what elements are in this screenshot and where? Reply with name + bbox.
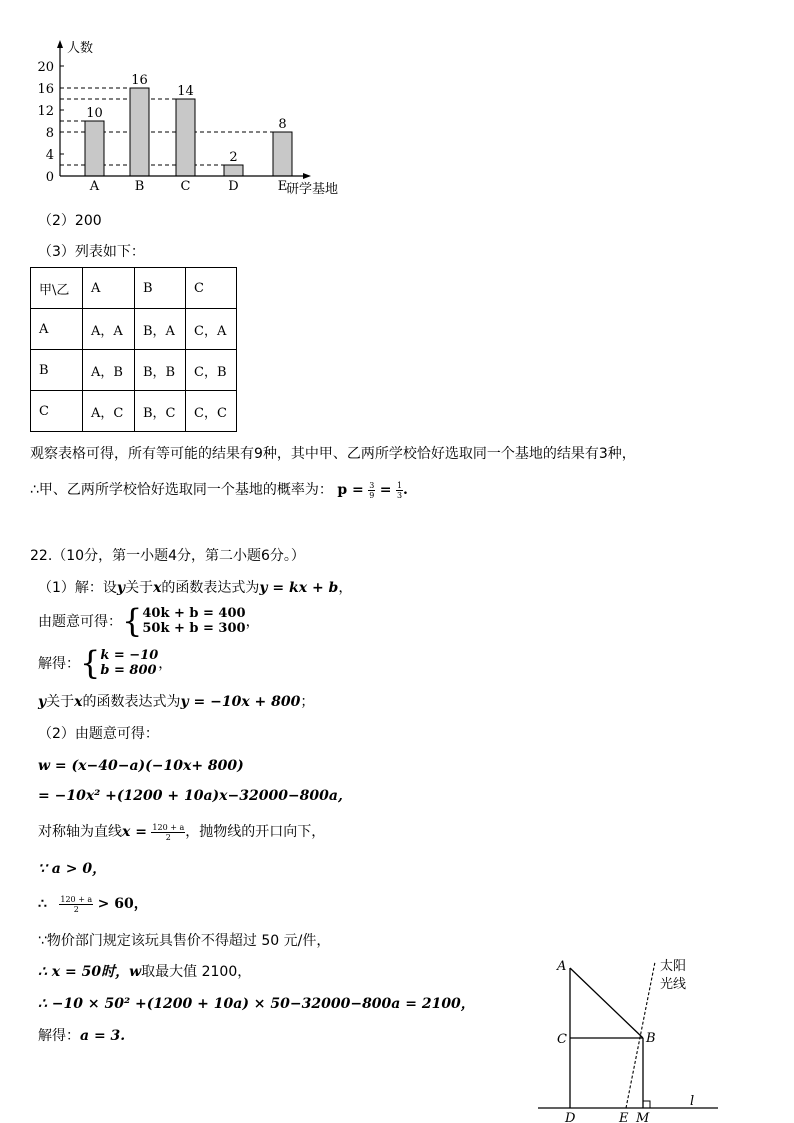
y-axis-label: 人数: [67, 41, 94, 56]
table-cell: A，C: [83, 391, 135, 432]
ineq-frac: [59, 895, 93, 914]
label-l: l: [690, 1094, 695, 1109]
bar-B: [130, 88, 149, 176]
table-cell: B，C: [135, 391, 186, 432]
table-cell: A，A: [83, 309, 135, 350]
q22-p1-eq: y = kx + b: [259, 580, 339, 596]
q22-header: 22.（10分，第一小题4分，第二小题6分。）: [30, 548, 305, 564]
table-cell: B: [135, 268, 186, 309]
bar-value-label: 16: [131, 73, 148, 88]
observe-text: 观察表格可得，所有等可能的结果有9种，其中甲、乙两所学校恰好选取同一个基地的结果有3种，: [30, 446, 636, 462]
table-cell: C: [31, 391, 83, 432]
y-tick-label: 12: [37, 104, 54, 119]
table-cell: C，A: [186, 309, 237, 350]
result1-line: [38, 692, 314, 712]
outcome-table: [30, 267, 237, 432]
y-tick-label: 20: [37, 60, 54, 75]
axis-frac: [151, 823, 185, 842]
y-tick-label: 8: [45, 126, 54, 141]
q22-p1-a: （1）解：设: [38, 580, 117, 596]
table-cell: A，B: [83, 350, 135, 391]
bar-D: [224, 165, 243, 176]
table-cell: A: [31, 309, 83, 350]
table-row: [31, 391, 237, 432]
table-cell: B，A: [135, 309, 186, 350]
axis-text-a: 对称轴为直线: [38, 824, 122, 840]
q22-p1-c: 的函数表达式为: [161, 580, 260, 596]
line-AB: [570, 968, 643, 1038]
part2-label: （2）由题意可得：: [38, 726, 159, 742]
category-label: A: [89, 179, 100, 194]
axis-text-b: ，抛物线的开口向下，: [185, 824, 326, 840]
y-axis-arrow-icon: [57, 40, 63, 48]
x-axis-label: 研学基地: [286, 182, 339, 197]
system1-end: ，: [245, 614, 260, 630]
table-row: [31, 350, 237, 391]
sun-label-1: 太阳: [660, 959, 687, 974]
ineq-rest: > 60，: [97, 896, 148, 912]
axis-line: [38, 822, 325, 842]
bar-chart: [30, 38, 360, 203]
system2-eq2: b = 800: [100, 663, 157, 678]
therefore-icon: ∴: [38, 896, 47, 912]
probability-text: ∴甲、乙两所学校恰好选取同一个基地的概率为：: [30, 482, 333, 498]
result1-x: x: [74, 694, 83, 710]
label-A: A: [557, 959, 567, 974]
inequality-line: [38, 894, 148, 914]
label-C: C: [557, 1032, 567, 1047]
bar-C: [176, 99, 195, 176]
probability-line: [30, 480, 408, 500]
part2-answer: （2）200: [38, 213, 102, 229]
result1-y: y: [38, 694, 47, 710]
y-tick-label: 16: [37, 82, 54, 97]
prob-p: p =: [337, 482, 364, 498]
w-line-2: = −10x² +(1200 + 10a)x−32000−800a,: [38, 788, 343, 804]
max-line-a: ∴ x = 50时，: [38, 964, 130, 980]
bar-value-label: 8: [278, 117, 287, 132]
max-line: [38, 962, 251, 982]
label-B: B: [646, 1031, 656, 1046]
right-angle-mark: [643, 1101, 650, 1108]
q22-p1-b: 关于: [125, 580, 154, 596]
because-a: ∵ a > 0，: [38, 861, 107, 877]
system-1: [38, 604, 260, 638]
prob-end: .: [403, 482, 408, 498]
system1-eq2: 50k + b = 300: [142, 621, 246, 636]
category-label: D: [228, 179, 239, 194]
prob-frac-1: [368, 481, 375, 500]
brace-icon: {: [122, 602, 143, 640]
q22-p1-d: ，: [338, 580, 353, 596]
result1-mid: 关于: [46, 694, 75, 710]
final-answer: a = 3.: [80, 1028, 126, 1044]
table-cell: B，B: [135, 350, 186, 391]
y-tick-label: 4: [45, 148, 54, 163]
axis-frac-num: 120 + a: [152, 822, 185, 832]
table-cell: B: [31, 350, 83, 391]
from-problem-label: 由题意可得：: [38, 614, 122, 630]
result1-end: ；: [300, 694, 315, 710]
system1-eq1: 40k + b = 400: [142, 606, 246, 621]
category-label: C: [180, 179, 191, 194]
max-line-b: 取最大值 2100，: [141, 964, 252, 980]
sun-label-2: 光线: [660, 977, 687, 992]
table-row: [31, 309, 237, 350]
prob-frac-1-den: 9: [369, 490, 375, 500]
prob-eq: =: [379, 482, 392, 498]
brace-icon: {: [80, 644, 101, 682]
w-line-1: w = (x−40−a)(−10x+ 800): [38, 758, 244, 774]
table-cell: 甲\乙: [31, 268, 83, 309]
price-rule: ∵物价部门规定该玩具售价不得超过 50 元/件，: [38, 933, 331, 949]
prob-frac-2-den: 3: [396, 490, 403, 500]
bar-value-label: 10: [86, 106, 103, 121]
max-line-w: w: [129, 964, 142, 980]
bar-E: [273, 132, 292, 176]
table-cell: C，C: [186, 391, 237, 432]
q22-part1-line: [38, 578, 352, 598]
y-tick-label: 0: [45, 170, 54, 185]
label-M: M: [636, 1111, 650, 1123]
axis-x: x =: [122, 824, 147, 840]
table-row: [31, 268, 237, 309]
system-2: [38, 646, 172, 680]
bar-value-label: 14: [177, 84, 194, 99]
prob-frac-1-num: 3: [369, 480, 375, 490]
system2-end: ，: [158, 656, 173, 672]
table-cell: C: [186, 268, 237, 309]
label-E: E: [619, 1111, 629, 1123]
ineq-frac-num: 120 + a: [60, 894, 93, 904]
geometry-diagram: [530, 950, 730, 1123]
ineq-frac-den: 2: [73, 904, 79, 914]
final-label: 解得：: [38, 1028, 80, 1044]
final-line: [38, 1026, 125, 1046]
prob-frac-2-num: 1: [396, 480, 403, 490]
category-label: B: [134, 179, 145, 194]
axis-frac-den: 2: [165, 832, 171, 842]
system2-eq1: k = −10: [100, 648, 159, 663]
result1-eq: y = −10x + 800: [180, 694, 301, 710]
label-D: D: [565, 1111, 576, 1123]
part3-intro: （3）列表如下：: [38, 244, 145, 260]
equation-line: ∴ −10 × 50² +(1200 + 10a) × 50−32000−800a = 2100，: [38, 996, 475, 1012]
x-axis-arrow-icon: [303, 173, 311, 179]
table-cell: A: [83, 268, 135, 309]
category-label: E: [277, 179, 288, 194]
bar-A: [85, 121, 104, 176]
prob-frac-2: [396, 481, 403, 500]
bar-value-label: 2: [229, 150, 238, 165]
q22-p1-y: y: [116, 580, 126, 596]
q22-p1-x: x: [153, 580, 162, 596]
table-cell: C，B: [186, 350, 237, 391]
solve-label: 解得：: [38, 656, 80, 672]
result1-post: 的函数表达式为: [82, 694, 181, 710]
